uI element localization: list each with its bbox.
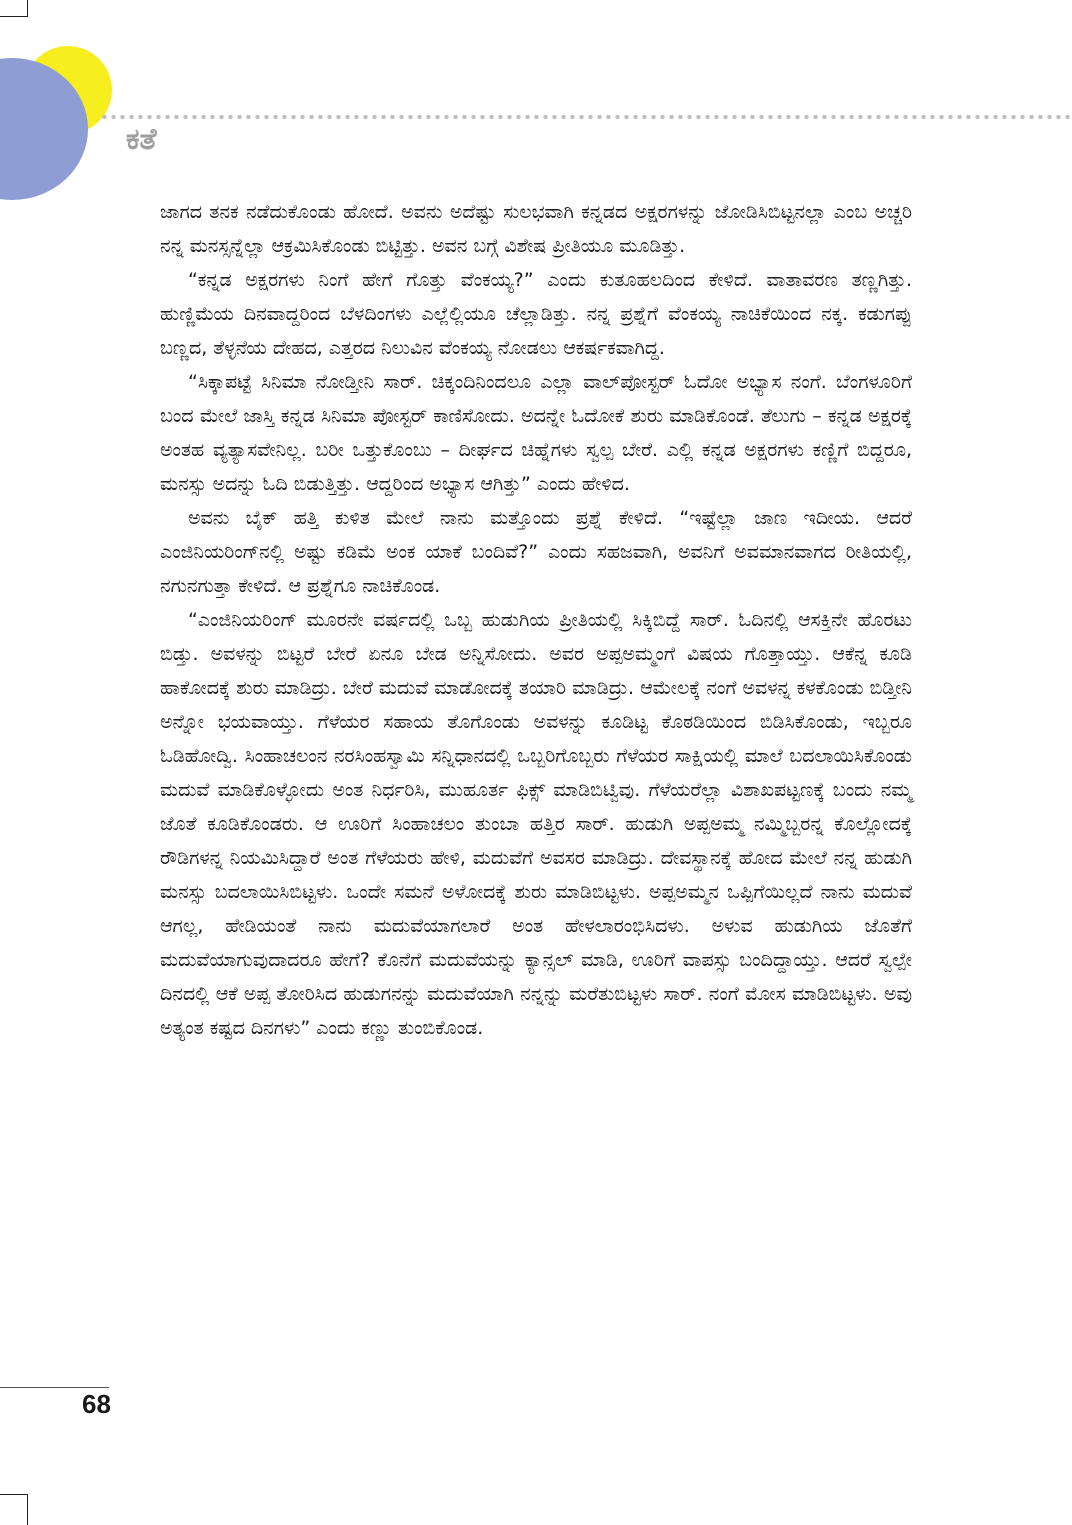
paragraph: ಜಾಗದ ತನಕ ನಡೆದುಕೊಂಡು ಹೋದೆ. ಅವನು ಅದೆಷ್ಟು ಸುಲಭವಾಗಿ ಕನ್ನಡದ ಅಕ್ಷರಗಳನ್ನು ಜೋಡಿಸಿಬಿಟ್ಟನಲ್ಲಾ ಎಂಬ ಅಚ್ಚರಿ ನನ್ನ ಮನಸ್ಸನ್ನೆಲ್ಲಾ ಆಕ್ರಮಿಸಿಕೊಂಡು ಬಿಟ್ಟಿತ್ತು. ಅವನ ಬಗ್ಗೆ ವಿಶೇಷ ಪ್ರೀತಿಯೂ ಮೂಡಿತ್ತು. — [160, 201, 912, 257]
paragraph: “ಕನ್ನಡ ಅಕ್ಷರಗಳು ನಿಂಗೆ ಹೇಗೆ ಗೊತ್ತು ವೆಂಕಯ್ಯ?” ಎಂದು ಕುತೂಹಲದಿಂದ ಕೇಳಿದೆ. ವಾತಾವರಣ ತಣ್ಣಗಿತ್ತು. ಹುಣ್ಣಿಮೆಯ ದಿನವಾದ್ದರಿಂದ ಬೆಳದಿಂಗಳು ಎಲ್ಲೆಲ್ಲಿಯೂ ಚೆಲ್ಲಾಡಿತ್ತು. ನನ್ನ ಪ್ರಶ್ನೆಗೆ ವೆಂಕಯ್ಯ ನಾಚಿಕೆಯಿಂದ ನಕ್ಕ. ಕಡುಗಪ್ಪು ಬಣ್ಣದ, ತೆಳ್ಳನೆಯ ದೇಹದ, ಎತ್ತರದ ನಿಲುವಿನ ವೆಂಕಯ್ಯ ನೋಡಲು ಆಕರ್ಷಕವಾಗಿದ್ದ. — [160, 269, 912, 359]
section-label: ಕತೆ — [126, 122, 157, 157]
dotted-header-rule — [100, 114, 1072, 120]
article-body — [160, 195, 912, 1045]
paragraph: ಅವನು ಬೈಕ್ ಹತ್ತಿ ಕುಳಿತ ಮೇಲೆ ನಾನು ಮತ್ತೊಂದು ಪ್ರಶ್ನೆ ಕೇಳಿದೆ. “ಇಷ್ಟೆಲ್ಲಾ ಜಾಣ ಇದೀಯ. ಆದರೆ ಎಂಜಿನಿಯರಿಂಗ್‌ನಲ್ಲಿ ಅಷ್ಟು ಕಡಿಮೆ ಅಂಕ ಯಾಕೆ ಬಂದಿವೆ?” ಎಂದು ಸಹಜವಾಗಿ, ಅವನಿಗೆ ಅವಮಾನವಾಗದ ರೀತಿಯಲ್ಲಿ, ನಗುನಗುತ್ತಾ ಕೇಳಿದೆ. ಆ ಪ್ರಶ್ನೆಗೂ ನಾಚಿಕೊಂಡ. — [160, 507, 912, 597]
crop-mark-top-vertical — [27, 0, 28, 17]
crop-mark-bottom-horizontal — [0, 1494, 28, 1495]
crop-mark-bottom-vertical — [27, 1494, 28, 1525]
page-number: 68 — [82, 1389, 111, 1419]
paragraph: “ಎಂಜಿನಿಯರಿಂಗ್ ಮೂರನೇ ವರ್ಷದಲ್ಲಿ ಒಬ್ಬ ಹುಡುಗಿಯ ಪ್ರೀತಿಯಲ್ಲಿ ಸಿಕ್ಕಿಬಿದ್ದೆ ಸಾರ್. ಓದಿನಲ್ಲಿ ಆಸಕ್ತಿನೇ ಹೊರಟು ಬಿಡ್ತು. ಅವಳನ್ನು ಬಿಟ್ಟರೆ ಬೇರೆ ಏನೂ ಬೇಡ ಅನ್ನಿಸೋದು. ಅವರ ಅಪ್ಪಅಮ್ಮಂಗೆ ವಿಷಯ ಗೊತ್ತಾಯ್ತು. ಆಕೆನ್ನ ಕೂಡಿ ಹಾಕೋದಕ್ಕೆ ಶುರು ಮಾಡಿದ್ರು. ಬೇರೆ ಮದುವೆ ಮಾಡೋದಕ್ಕೆ ತಯಾರಿ ಮಾಡಿದ್ರು. ಆಮೇಲಕ್ಕೆ ನಂಗೆ ಅವಳನ್ನ ಕಳಕೊಂಡು ಬಿಡ್ತೀನಿ ಅನ್ನೋ ಭಯವಾಯ್ತು. ಗೆಳೆಯರ ಸಹಾಯ ತೊಗೊಂಡು ಅವಳನ್ನು ಕೂಡಿಟ್ಟ ಕೊಠಡಿಯಿಂದ ಬಿಡಿಸಿಕೊಂಡು, ಇಬ್ಬರೂ ಓಡಿಹೋದ್ವಿ. ಸಿಂಹಾಚಲಂನ ನರಸಿಂಹಸ್ವಾಮಿ ಸನ್ನಿಧಾನದಲ್ಲಿ ಒಬ್ಬರಿಗೊಬ್ಬರು ಗೆಳೆಯರ ಸಾಕ್ಷಿಯಲ್ಲಿ ಮಾಲೆ ಬದಲಾಯಿಸಿಕೊಂಡು ಮದುವೆ ಮಾಡಿಕೊಳ್ಳೋದು ಅಂತ ನಿರ್ಧರಿಸಿ, ಮುಹೂರ್ತ ಫಿಕ್ಸ್ ಮಾಡಿಬಿಟ್ವಿವು. ಗೆಳೆಯರೆಲ್ಲಾ ವಿಶಾಖಪಟ್ಟಣಕ್ಕೆ ಬಂದು ನಮ್ಮ ಜೊತೆ ಕೂಡಿಕೊಂಡರು. ಆ ಊರಿಗೆ ಸಿಂಹಾಚಲಂ ತುಂಬಾ ಹತ್ತಿರ ಸಾರ್. ಹುಡುಗಿ ಅಪ್ಪಅಮ್ಮ ನಮ್ಮಿಬ್ಬರನ್ನ ಕೊಲ್ಲೋದಕ್ಕೆ ರೌಡಿಗಳನ್ನ ನಿಯಮಿಸಿದ್ದಾರೆ ಅಂತ ಗೆಳೆಯರು ಹೇಳಿ, ಮದುವೆಗೆ ಅವಸರ ಮಾಡಿದ್ರು. ದೇವಸ್ಥಾನಕ್ಕೆ ಹೋದ ಮೇಲೆ ನನ್ನ ಹುಡುಗಿ ಮನಸ್ಸು ಬದಲಾಯಿಸಿಬಿಟ್ಟಳು. ಒಂದೇ ಸಮನೆ ಅಳೋದಕ್ಕೆ ಶುರು ಮಾಡಿಬಿಟ್ಟಳು. ಅಪ್ಪಅಮ್ಮನ ಒಪ್ಪಿಗೆಯಿಲ್ಲದೆ ನಾನು ಮದುವೆ ಆಗಲ್ಲ, ಹೇಡಿಯಂತೆ ನಾನು ಮದುವೆಯಾಗಲಾರೆ ಅಂತ ಹೇಳಲಾರಂಭಿಸಿದಳು. ಅಳುವ ಹುಡುಗಿಯ ಜೊತೆಗೆ ಮದುವೆಯಾಗುವುದಾದರೂ ಹೇಗೆ? ಕೊನೆಗೆ ಮದುವೆಯನ್ನು ಕ್ಯಾನ್ಸಲ್ ಮಾಡಿ, ಊರಿಗೆ ವಾಪಸ್ಸು ಬಂದಿದ್ದಾಯ್ತು. ಆದರೆ ಸ್ವಲ್ಪೇ ದಿನದಲ್ಲಿ ಆಕೆ ಅಪ್ಪ ತೋರಿಸಿದ ಹುಡುಗನನ್ನು ಮದುವೆಯಾಗಿ ನನ್ನನ್ನು ಮರೆತುಬಿಟ್ಟಳು ಸಾರ್. ನಂಗೆ ಮೋಸ ಮಾಡಿಬಿಟ್ಟಳು. ಅವು ಅತ್ಯಂತ ಕಷ್ಟದ ದಿನಗಳು” ಎಂದು ಕಣ್ಣು ತುಂಬಿಕೊಂಡ. — [160, 609, 912, 1039]
paragraph: “ಸಿಕ್ಕಾಪಟ್ಟೆ ಸಿನಿಮಾ ನೋಡ್ತೀನಿ ಸಾರ್. ಚಿಕ್ಕಂದಿನಿಂದಲೂ ಎಲ್ಲಾ ವಾಲ್‌ಪೋಸ್ಟರ್ ಓದೋ ಅಭ್ಯಾಸ ನಂಗೆ. ಬೆಂಗಳೂರಿಗೆ ಬಂದ ಮೇಲೆ ಜಾಸ್ತಿ ಕನ್ನಡ ಸಿನಿಮಾ ಪೋಸ್ಟರ್ ಕಾಣಿಸೋದು. ಅದನ್ನೇ ಓದೋಕೆ ಶುರು ಮಾಡಿಕೊಂಡೆ. ತೆಲುಗು – ಕನ್ನಡ ಅಕ್ಷರಕ್ಕೆ ಅಂತಹ ವ್ಯತ್ಯಾಸವೇನಿಲ್ಲ. ಬರೀ ಒತ್ತುಕೊಂಬು – ದೀರ್ಘದ ಚಿಹ್ನೆಗಳು ಸ್ವಲ್ಪ ಬೇರೆ. ಎಲ್ಲಿ ಕನ್ನಡ ಅಕ್ಷರಗಳು ಕಣ್ಣಿಗೆ ಬಿದ್ದರೂ, ಮನಸ್ಸು ಅದನ್ನು ಓದಿ ಬಿಡುತ್ತಿತ್ತು. ಆದ್ದರಿಂದ ಅಭ್ಯಾಸ ಆಗಿತ್ತು” ಎಂದು ಹೇಳಿದ. — [160, 371, 912, 495]
crop-mark-top-horizontal — [0, 16, 28, 17]
